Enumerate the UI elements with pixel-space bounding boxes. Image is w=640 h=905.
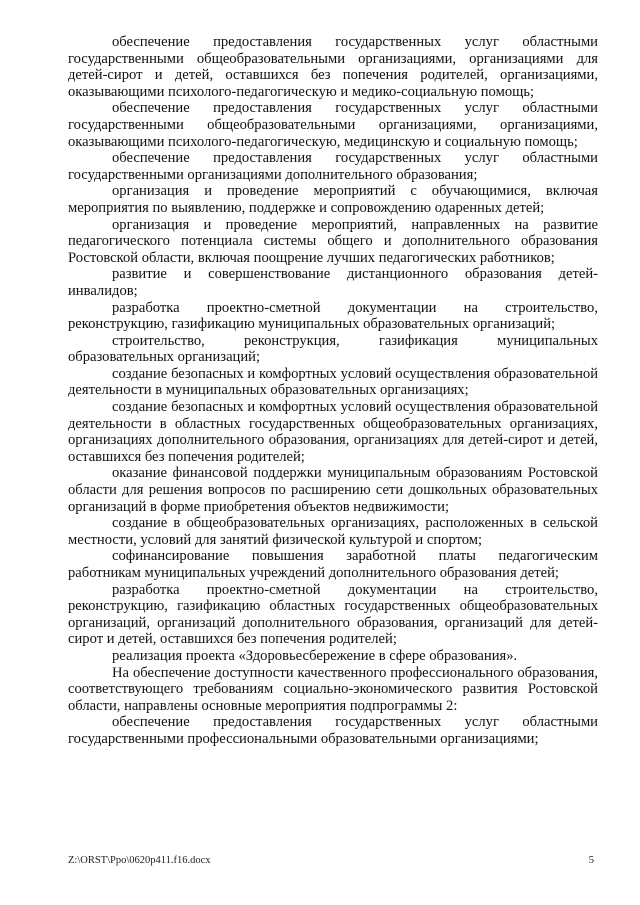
paragraph: организация и проведение мероприятий с обучающимися, включая мероприятия по выявлению, поддержке и сопровождению одаренных детей; <box>68 183 598 216</box>
paragraph: обеспечение предоставления государственных услуг областными государственными общеобразовательными организациями, организациями, оказывающими психолого-педагогическую, медицинскую и социальную помощь; <box>68 100 598 150</box>
paragraph: обеспечение предоставления государственных услуг областными государственными профессиональными образовательными организациями; <box>68 714 598 747</box>
paragraph: создание безопасных и комфортных условий осуществления образовательной деятельности в областных государственных общеобразовательных организациях, организациях дополнительного образования, организациях для детей-сирот и детей, оставшихся без попечения родителей; <box>68 399 598 465</box>
paragraph: создание безопасных и комфортных условий осуществления образовательной деятельности в муниципальных образовательных организациях; <box>68 365 598 399</box>
paragraph: развитие и совершенствование дистанционного образования детей-инвалидов; <box>68 266 598 299</box>
paragraph: разработка проектно-сметной документации на строительство, реконструкцию, газификацию муниципальных образовательных организаций; <box>68 299 598 333</box>
paragraph: реализация проекта «Здоровьесбережение в сфере образования». <box>112 647 518 664</box>
footer-file-path: Z:\ORST\Ppo\0620p411.f16.docx <box>68 855 211 866</box>
paragraph: софинансирование повышения заработной платы педагогическим работникам муниципальных учреждений дополнительного образования детей; <box>68 548 598 581</box>
paragraph: строительство, реконструкция, газификация муниципальных образовательных организаций; <box>68 332 598 366</box>
paragraph: разработка проектно-сметной документации на строительство, реконструкцию, газификацию областных государственных общеобразовательных организаций, организаций дополнительного образования, организаций для детей-сирот и детей, оставшихся без попечения родителей; <box>68 581 598 648</box>
document-body <box>68 34 598 748</box>
paragraph: обеспечение предоставления государственных услуг областными государственными организациями дополнительного образования; <box>68 150 598 183</box>
paragraph: На обеспечение доступности качественного профессионального образования, соответствующего требованиям социально-экономического развития Ростовской области, направлены основные мероприятия подпрограммы 2: <box>68 664 598 714</box>
paragraph: обеспечение предоставления государственных услуг областными государственными общеобразовательными организациями, организациями для детей-сирот и детей, оставшихся без попечения родителей, организациями, оказывающими психолого-педагогическую и медико-социальную помощь; <box>68 34 598 100</box>
paragraph: организация и проведение мероприятий, направленных на развитие педагогического потенциала системы общего и дополнительного образования Ростовской области, включая поощрение лучших педагогических работников; <box>68 216 598 266</box>
paragraph: оказание финансовой поддержки муниципальным образованиям Ростовской области для решения вопросов по расширению сети дошкольных образовательных организаций в форме приобретения объектов недвижимости; <box>68 465 598 515</box>
paragraph: создание в общеобразовательных организациях, расположенных в сельской местности, условий для занятий физической культурой и спортом; <box>68 515 598 548</box>
page-number: 5 <box>588 855 594 866</box>
